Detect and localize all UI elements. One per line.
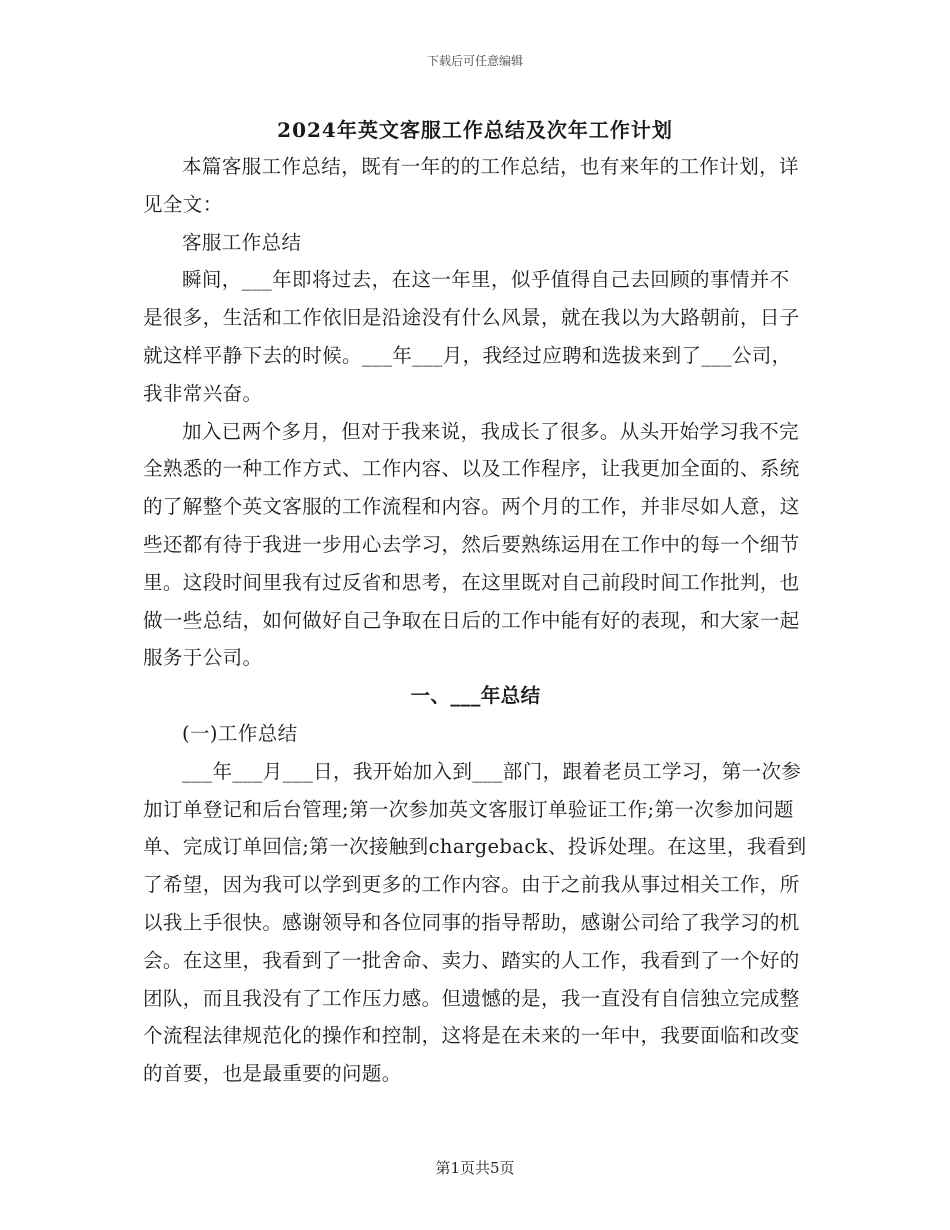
- body-paragraph-1: 瞬间，___年即将过去，在这一年里，似乎值得自己去回顾的事情并不是很多，生活和工作依旧是沿途没有什么风景，就在我以为大路朝前，日子就这样平静下去的时候。___年___月，我经过应聘和选拔来到了___公司，我非常兴奋。: [143, 268, 800, 405]
- subsection-heading: (一)工作总结: [182, 721, 298, 745]
- section-heading: 一、___年总结: [410, 684, 541, 708]
- page-number: 第1页共5页: [435, 1159, 515, 1177]
- intro-paragraph: 本篇客服工作总结，既有一年的的工作总结，也有来年的工作计划，详见全文：: [143, 155, 799, 216]
- body-paragraph-3: ___年___月___日，我开始加入到___部门，跟着老员工学习，第一次参加订单登记和后台管理;第一次参加英文客服订单验证工作;第一次参加问题单、完成订单回信;第一次接触到chargeback、投诉处理。在这里，我看到了希望，因为我可以学到更多的工作内容。由于之前我从事过相关工作，所以我上手很快。感谢领导和各位同事的指导帮助，感谢公司给了我学习的机会。在这里，我看到了一批舍命、卖力、踏实的人工作，我看到了一个好的团队，而且我没有了工作压力感。但遗憾的是，我一直没有自信独立完成整个流程法律规范化的操作和控制，这将是在未来的一年中，我要面临和改变的首要，也是最重要的问题。: [143, 759, 807, 1086]
- body-paragraph-2: 加入已两个多月，但对于我来说，我成长了很多。从头开始学习我不完全熟悉的一种工作方式、工作内容、以及工作程序，让我更加全面的、系统的了解整个英文客服的工作流程和内容。两个月的工作，并非尽如人意，这些还都有待于我进一步用心去学习，然后要熟练运用在工作中的每一个细节里。这段时间里我有过反省和思考，在这里既对自己前段时间工作批判，也做一些总结，如何做好自己争取在日后的工作中能有好的表现，和大家一起服务于公司。: [143, 419, 800, 670]
- summary-heading: 客服工作总结: [182, 230, 302, 254]
- document-body: [143, 148, 808, 1093]
- page-header-note: 下载后可任意编辑: [426, 54, 523, 68]
- document-title: 2024年英文客服工作总结及次年工作计划: [277, 118, 673, 142]
